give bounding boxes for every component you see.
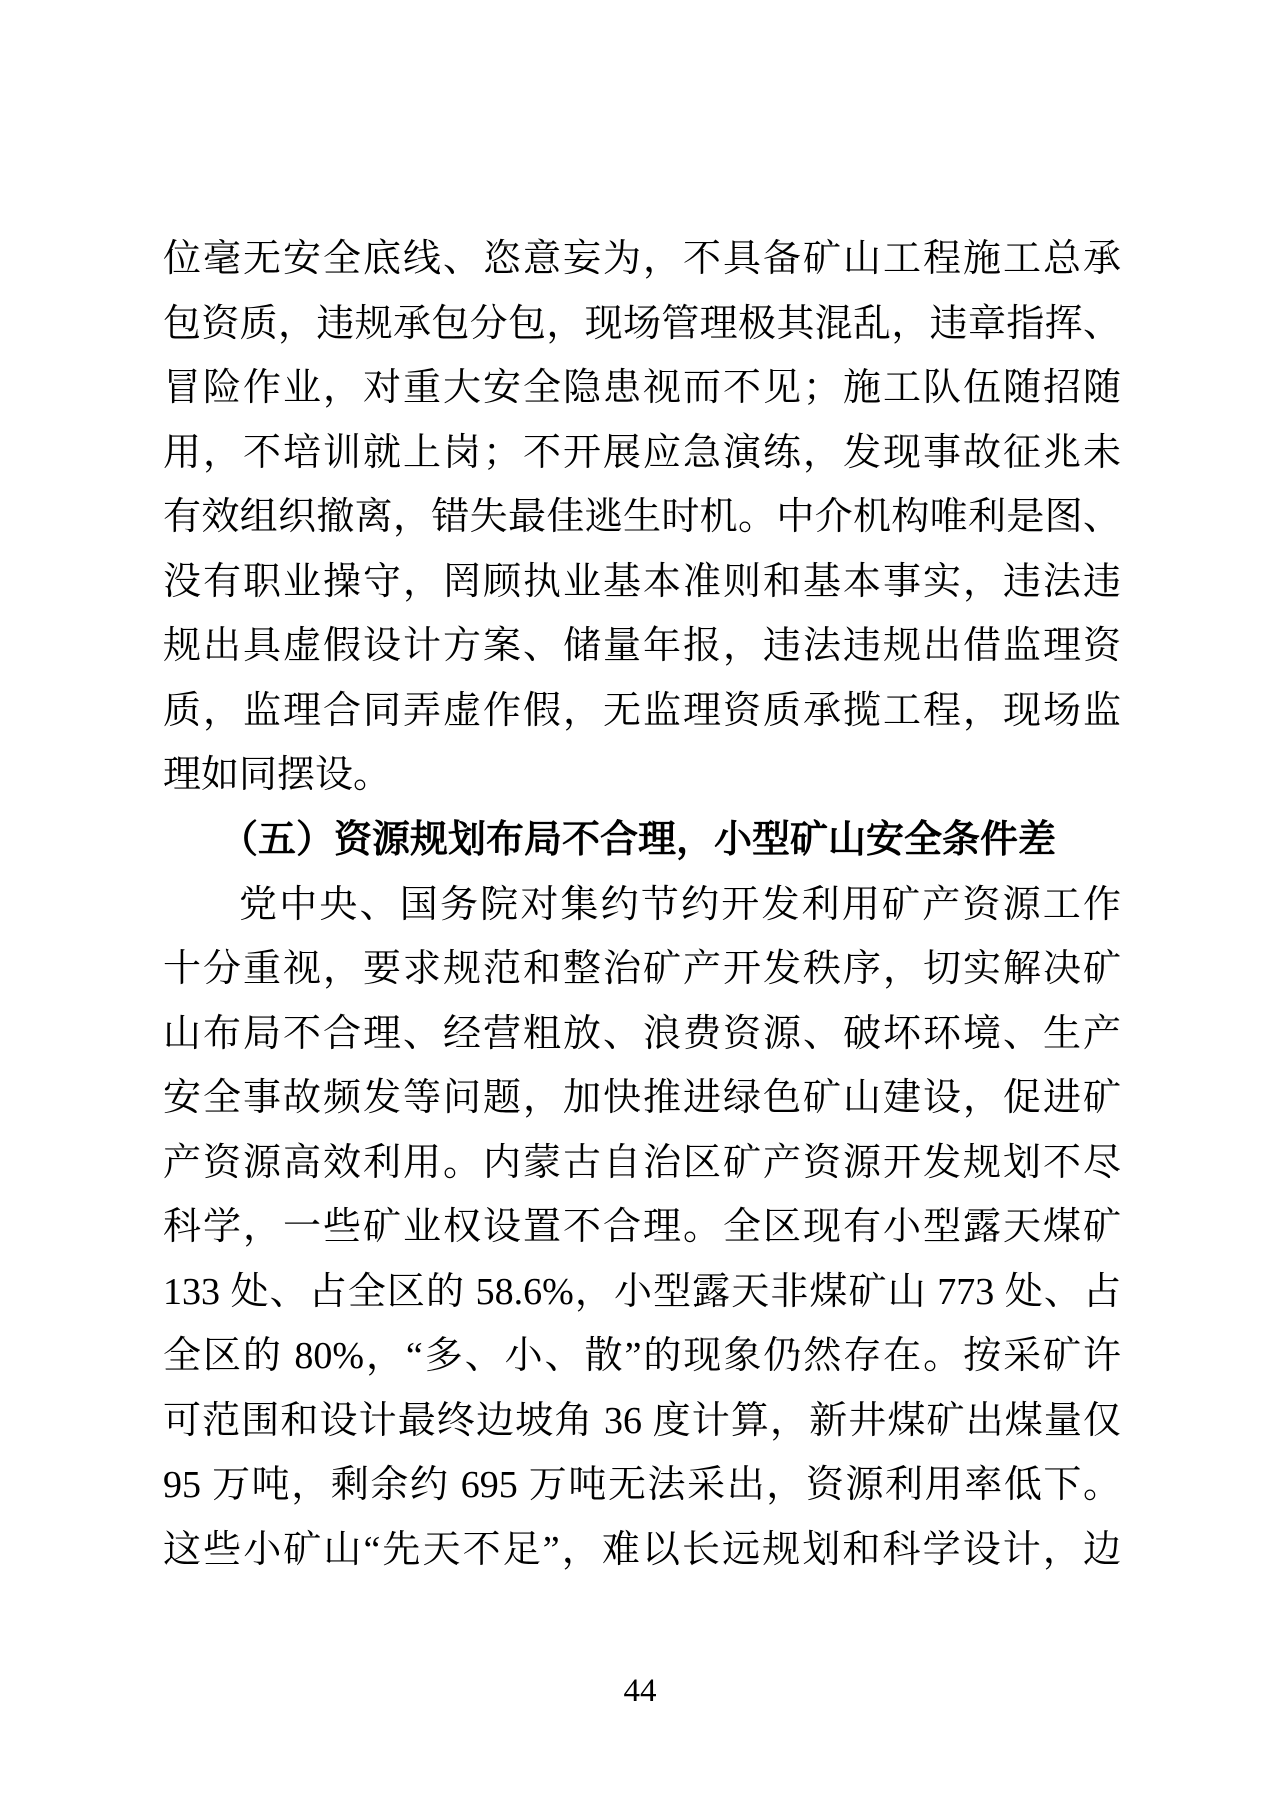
page-number: 44	[623, 1673, 657, 1709]
paragraph-line: 十分重视，要求规范和整治矿产开发秩序，切实解决矿	[163, 948, 1121, 991]
paragraph-line: 规出具虚假设计方案、储量年报，违法违规出借监理资	[163, 625, 1121, 668]
paragraph-line: 这些小矿山“先天不足”，难以长远规划和科学设计，边	[163, 1529, 1121, 1571]
paragraph-line: 质，监理合同弄虚作假，无监理资质承揽工程，现场监	[163, 689, 1121, 732]
paragraph-line: 用，不培训就上岗；不开展应急演练，发现事故征兆未	[163, 431, 1121, 474]
paragraph-line: 位毫无安全底线、恣意妄为，不具备矿山工程施工总承	[163, 238, 1121, 280]
paragraph-line: 科学，一些矿业权设置不合理。全区现有小型露天煤矿	[163, 1206, 1121, 1249]
section-heading: （五）资源规划布局不合理，小型矿山安全条件差	[220, 818, 1057, 861]
paragraph-line: 包资质，违规承包分包，现场管理极其混乱，违章指挥、	[163, 302, 1121, 345]
paragraph-line: 95 万吨，剩余约 695 万吨无法采出，资源利用率低下。	[163, 1464, 1121, 1507]
text-block	[163, 234, 1121, 1654]
paragraph-line: 安全事故频发等问题，加快推进绿色矿山建设，促进矿	[163, 1077, 1121, 1120]
paragraph-line: 全区的 80%，“多、小、散”的现象仍然存在。按采矿许	[163, 1335, 1121, 1378]
paragraph-line: 山布局不合理、经营粗放、浪费资源、破坏环境、生产	[163, 1012, 1121, 1055]
paragraph-line: 有效组织撤离，错失最佳逃生时机。中介机构唯利是图、	[163, 496, 1121, 539]
paragraph-line: 没有职业操守，罔顾执业基本准则和基本事实，违法违	[163, 560, 1121, 603]
paragraph-line: 可范围和设计最终边坡角 36 度计算，新井煤矿出煤量仅	[163, 1399, 1121, 1442]
paragraph-line: 产资源高效利用。内蒙古自治区矿产资源开发规划不尽	[163, 1141, 1121, 1184]
paragraph-line: 冒险作业，对重大安全隐患视而不见；施工队伍随招随	[163, 367, 1121, 410]
paragraph-line: 党中央、国务院对集约节约开发利用矿产资源工作	[239, 883, 1121, 926]
paragraph-line: 理如同摆设。	[163, 754, 392, 797]
paragraph-line: 133 处、占全区的 58.6%，小型露天非煤矿山 773 处、占	[163, 1270, 1121, 1313]
